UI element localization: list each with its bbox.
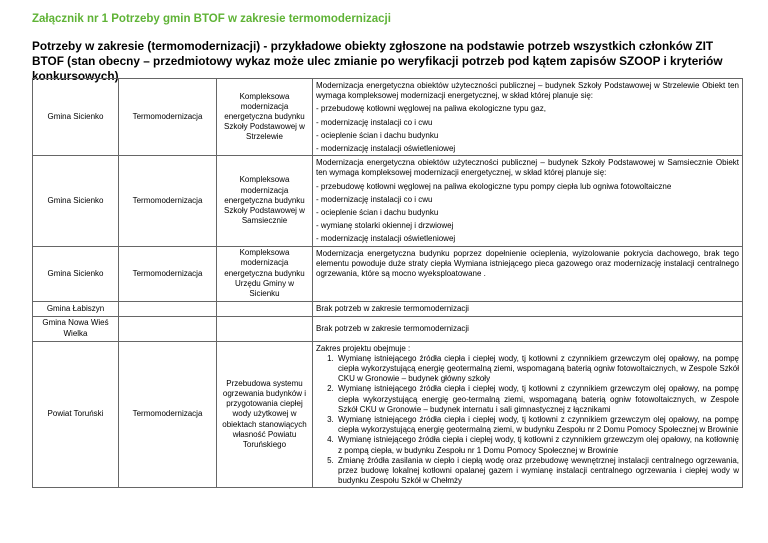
- cell-description: [313, 246, 743, 301]
- description-item: - przebudowę kotłowni węglowej na paliwa ekologiczne typu gaz,: [316, 104, 546, 114]
- cell-zakres: Termomodernizacja: [119, 246, 217, 301]
- table-row: [33, 156, 743, 246]
- annex-title: Załącznik nr 1 Potrzeby gmin BTOF w zakresie termomodernizacji: [32, 13, 391, 25]
- cell-gmina: Gmina Nowa Wieś Wielka: [33, 316, 119, 341]
- description-intro: Modernizacja energetyczna budynku poprzez dopełnienie ocieplenia, wyizolowanie pokrycia dachowego, brak tego elementu powoduje duże straty ciepła Wymiana istniejącego pieca gazowego oraz modernizację instalacji centralnego ogrzewania, które są mocno wyeksploatowane .: [316, 248, 739, 279]
- table-row: [33, 316, 743, 341]
- description-item: - ocieplenie ścian i dachu budynku: [316, 208, 439, 218]
- description-item: - modernizację instalacji oświetleniowej: [316, 234, 456, 244]
- page-heading: Potrzeby w zakresie (termomodernizacji) - przykładowe obiekty zgłoszone na podstawie potrzeb wszystkich członków ZIT BTOF (stan obecny – przedmiotowy wykaz może ulec zmianie po weryfikacji potrzeb pod kątem zapisów SZOOP i kryteriów konkursowych): [32, 39, 723, 83]
- description-item: - przebudowę kotłowni węglowej na paliwa ekologiczne typu pompy ciepła lub ogniwa fotowoltaiczne: [316, 181, 672, 191]
- description-intro: Modernizacja energetyczna obiektów użyteczności publicznej – budynek Szkoły Podstawowej w Samsiecznie Obiekt ten wymaga kompleksowej modernizacji energetycznej, w skład której planuje się:: [316, 158, 739, 178]
- cell-obiekt: Kompleksowa modernizacja energetyczna budynku Urzędu Gminy w Sicienku: [217, 246, 313, 301]
- cell-gmina: Gmina Łabiszyn: [33, 301, 119, 316]
- cell-gmina: Gmina Sicienko: [33, 246, 119, 301]
- description-item: - modernizację instalacji oświetleniowej: [316, 144, 456, 154]
- cell-description: [313, 156, 743, 246]
- cell-gmina: Gmina Sicienko: [33, 156, 119, 246]
- cell-gmina: Gmina Sicienko: [33, 79, 119, 156]
- description-item: - modernizację instalacji co i cwu: [316, 194, 433, 204]
- cell-gmina: Powiat Toruński: [33, 341, 119, 488]
- cell-obiekt: [217, 316, 313, 341]
- cell-obiekt: [217, 301, 313, 316]
- description-item: - wymianę stolarki okiennej i drzwiowej: [316, 221, 454, 231]
- cell-description: Brak potrzeb w zakresie termomodernizacji: [313, 301, 743, 316]
- description-intro: Zakres projektu obejmuje :: [316, 343, 411, 353]
- cell-obiekt: Kompleksowa modernizacja energetyczna budynku Szkoły Podstawowej w Strzelewie: [217, 79, 313, 156]
- cell-description: Brak potrzeb w zakresie termomodernizacji: [313, 316, 743, 341]
- cell-zakres: [119, 301, 217, 316]
- cell-obiekt: Kompleksowa modernizacja energetyczna budynku Szkoły Podstawowej w Samsiecznie: [217, 156, 313, 246]
- numbered-list: [316, 354, 739, 487]
- table-row: [33, 79, 743, 156]
- cell-zakres: Termomodernizacja: [119, 156, 217, 246]
- table-row: [33, 341, 743, 488]
- list-item: 5. Zmianę źródła zasilania w ciepło i ciepłą wodę oraz przebudowę wewnętrznej instalacji centralnego ogrzewania, przez budowę lokalnej kotłowni opalanej gazem i wymianę instalacji centralnego ogrzewania i ciepłej wody w budynku Zespołu Szkół w Chełmży: [336, 456, 739, 487]
- cell-description: [313, 79, 743, 156]
- list-item: 4. Wymianę istniejącego źródła ciepła i ciepłej wody, tj kotłowni z czynnikiem grzewczym olej opałowy, na kotłownię z pompą ciepła, w budynku Zespołu nr 1 Domu Pomocy Społecznej w Browinie: [336, 435, 739, 455]
- list-item: 1. Wymianę istniejącego źródła ciepła i ciepłej wody, tj kotłowni z czynnikiem grzewczym olej opałowy, na pompę ciepła wykorzystującą energię geotermalną ziemi, wspomaganą baterią ogniw fotowoltaicznych, w Zespole Szkół CKU w Gronowie – budynek główny szkoły: [336, 354, 739, 385]
- description-item: - modernizację instalacji co i cwu: [316, 117, 433, 127]
- description-item: - ocieplenie ścian i dachu budynku: [316, 130, 439, 140]
- needs-table: [32, 78, 743, 488]
- table-row: [33, 301, 743, 316]
- cell-zakres: Termomodernizacja: [119, 79, 217, 156]
- list-item: 3. Wymianę istniejącego źródła ciepła i ciepłej wody, tj kotłowni z czynnikiem grzewczym olej opałowy, na pompę ciepła wykorzystującą energię geotermalną ziemi, w budynku Zespołu nr 2 Domu Pomocy Społecznej w Browinie: [336, 415, 739, 435]
- list-item: 2. Wymianę istniejącego źródła ciepła i ciepłej wody, tj kotłowni z czynnikiem grzewczym olej opałowy, na pompę ciepła wykorzystującą energię geo-termalną ziemi, wspomaganą baterią ogniw fotowoltaicznych, w Zespole Szkół CKU w Gronowie – budynek internatu i sali gimnastycznej z łącznikami: [336, 384, 739, 415]
- cell-zakres: [119, 316, 217, 341]
- description-intro: Modernizacja energetyczna obiektów użyteczności publicznej – budynek Szkoły Podstawowej w Strzelewie Obiekt ten wymaga kompleksowej modernizacji energetycznej, w skład której planuje się:: [316, 81, 739, 101]
- cell-description: [313, 341, 743, 488]
- table-row: [33, 246, 743, 301]
- cell-zakres: Termomodernizacja: [119, 341, 217, 488]
- cell-obiekt: Przebudowa systemu ogrzewania budynków i przygotowania ciepłej wody użytkowej w obiektach stanowiących własność Powiatu Toruńskiego: [217, 341, 313, 488]
